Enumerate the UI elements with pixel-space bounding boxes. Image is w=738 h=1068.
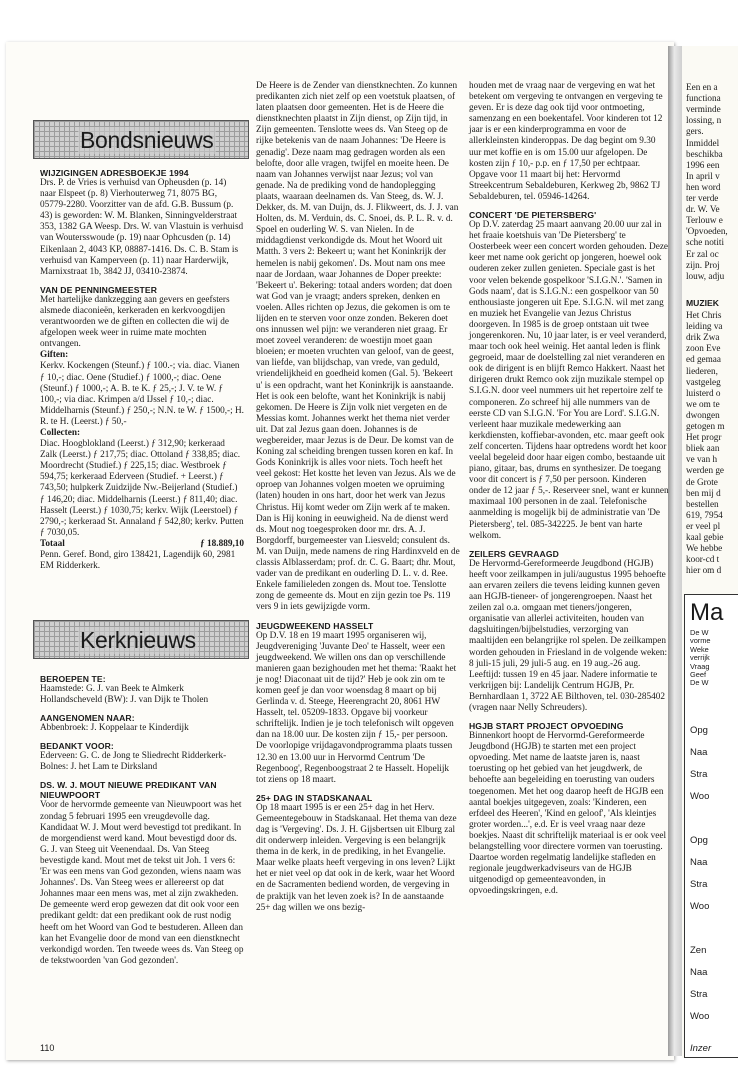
adjacent-line: gers. [686, 126, 704, 137]
collecten-label: Collecten: [40, 427, 81, 438]
adjacent-line: Terlouw e [686, 215, 723, 226]
adjacent-line: zoon Eve [686, 343, 721, 354]
coupon-subtitle-line: vorme [690, 636, 711, 646]
adjacent-line: louw, adju [686, 270, 725, 281]
adres-heading: WIJZIGINGEN ADRESBOEKJE 1994 [40, 168, 189, 178]
adjacent-line: drik Zwa [686, 332, 720, 343]
totaal-text: Penn. Geref. Bond, giro 138421, Lagendijk 60, 2981 EM Ridderkerk. [40, 550, 236, 572]
adjacent-line: er veel pl [686, 520, 721, 531]
adjacent-line: vastgeleg [686, 376, 721, 387]
coupon-field-label: Naa [690, 967, 708, 978]
adjacent-line: verminde [686, 104, 721, 115]
column-1-bottom [40, 674, 244, 967]
adjacent-line: Inmiddel [686, 137, 720, 148]
jeugdweekend-heading: JEUGDWEEKEND HASSELT [256, 620, 374, 631]
coupon-subtitle-line: verrijk [690, 653, 710, 663]
totaal-line [40, 539, 244, 550]
column-3 [469, 81, 669, 897]
adjacent-line: bestellen [686, 498, 719, 509]
adres-text: Drs. P. de Vries is verhuisd van Opheusden (p. 14) naar Elspeet (p. 8) Vierhouterweg 71, 8075 BG, 05779-2280. Voorzitter van de afd. G.B. Bussum (p. 43) is geworden: W. M. Blanken, Sinningvelderstraat 353, 1382 GA Weesp. Drs. W. van Vlastuin is verhuisd van Woutersswoude (p. 19) naar Ophcusden (p. 14) Eikenlaan 2, 4043 KP, 08887-1416. Ds. C. B. Stam is verhuisd van Kamperveen (p. 11) naar Harderwijk, Marnixstraat 1b, 3842 JJ, 03410-23874. [40, 178, 244, 277]
adjacent-line: 1996 een [686, 159, 720, 170]
totaal-value: ƒ 18.889,10 [200, 538, 244, 549]
mout-heading: DS. W. J. MOUT NIEUWE PREDIKANT VAN NIEUWPOORT [40, 780, 217, 801]
mout-text: Voor de hervormde gemeente van Nieuwpoort was het zondag 5 februari 1995 een vreugdevolle dag. Kandidaat W. J. Mout werd bevestigd tot predikant. In de morgendienst werd kand. Mout bevestigd door ds. G. J. van Steeg uit Veenendaal. Ds. Van Steeg bevestigde kand. Mout met de tekst uit Joh. 1 vers 6: 'Er was een mens van God gezonden, wiens naam was Johannes'. Ds. Van Steeg wees er allereerst op dat Johannes maar een mens was, met al zijn zwakheden. De gemeente werd erop gewezen dat dit ook voor een predikant geldt: dat een predikant ook de rust nodig heeft om het Woord van God te bestuderen. Alleen dan kan het Evangelie door de mond van een dienstknecht verkondigd worden. Ten tweede wees ds. Van Steeg op de tekstwoorden 'van God gezonden'. [40, 800, 244, 966]
adjacent-line: dr. W. Ve [686, 204, 720, 215]
stadskanaal-continued: houden met de vraag naar de vergeving en wat het betekent om vergeving te ontvangen en vergeving te geven. Er is deze dag ook tijd voor ontmoeting, samenzang en een boekentafel. Voor kinderen tot 12 jaar is er een kinderprogramma en voor de allerkleinsten kinderoppas. De dag begint om 9.30 uur met koffie en is om 15.00 uur afgelopen. De kosten zijn ƒ 10,- p.p. en ƒ 17,50 per echtpaar. Opgave voor 11 maart bij het: Hervormd Streekcentrum Sebaldeburen, Kerkweg 2b, 9862 TJ Sebaldeburen, tel. 05946-14264. [469, 81, 663, 202]
coupon-field-label: Naa [690, 747, 708, 758]
bondsnieuws-header [33, 120, 249, 159]
coupon-field-label: Woo [690, 791, 710, 802]
coupon-subtitle-line: De W [690, 678, 709, 688]
collecten-text: Diac. Hoogblokland (Leerst.) ƒ 312,90; kerkeraad Zalk (Leerst.) ƒ 217,75; diac. Ottoland ƒ 338,85; diac. Moordrecht (Studief.) ƒ 225,15; diac. Westbroek ƒ 594,75; kerkeraad Ederveen (Studief. + Leerst.) ƒ 743,50; hulpkerk Zuidzijde Nw.-Beijerland (Studief.) ƒ 146,20; diac. Middelharnis (Leerst.) ƒ 811,40; diac. Hasselt (Leerst.) ƒ 1030,75; kerkv. Wijk (Leerstoel) ƒ 2790,-; kerkeraad St. Annaland ƒ 542,80; kerkv. Putten ƒ 7030,05. [40, 439, 244, 538]
stadskanaal-heading: 25+ DAG IN STADSKANAAL [256, 792, 373, 803]
bedankt-text: Ederveen: G. C. de Jong te Sliedrecht Ridderkerk-Bolnes: J. het Lam te Dirksland [40, 751, 227, 773]
coupon-subtitle-line: Geef [690, 670, 707, 679]
aangenomen-text: Abbenbroek: J. Koppelaar te Kinderdijk [40, 723, 189, 734]
mout-continued: De Heere is de Zender van dienstknechten. Zo kunnen predikanten zich niet zelf op een voetstuk plaatsen, of laten plaatsen door gemeenten. Het is de Heere die dienstknechten plaatst in Zijn dienst, op Zijn tijd, in Zijn gemeenten. Tenslotte wees ds. Van Steeg op de rijke betekenis van de naam Johannes: 'De Heere is genadig'. Deze naam mag gedragen worden als een belofte, door alle vragen, twijfel en moeite heen. De naam van Johannes verwijst naar Jezus; vol van genade. Na de prediking vond de handoplegging plaats, waaraan deelnamen ds. Van Steeg, ds. W. J. Dekker, ds. M. van Duijn, ds. J. Flikweert, ds. J. J. van Holten, ds. M. Verduin, ds. C. Snoei, ds. P. L. R. v. d. Spoel en ouderling W. S. van Nielen. In de middagdienst verkondigde ds. Mout het Woord uit Matth. 3 vers 2: Bekeert u; want het Koninkrijk der hemelen is nabij gekomen'. Ds. Mout nam ons mee naar de Jordaan, waar Johannes de Doper preekte: 'Bekeert u'. Bekering: totaal anders worden; dat doen wat God van je vraagt; anders spreken, denken en voelen. Alles richten op Jezus, die gekomen is om te lijden en te sterven voor onze zonden. Bekeren doet ons innussen wel pijn: we veranderen niet graag. Er moet zoveel veranderen: de woestijn moet gaan bloeien; er moeten vruchten van geloof, van de geest, van liefde, van blijdschap, van vrede, van geduld, vriendelijkheid en goedheid komen (Gal. 5). 'Bekeert u' is een opdracht, want het Koninkrijk is aanstaande. Het is ook een belofte, want het Koninkrijk is nabij gekomen. De Heere is Zijn volk niet vergeten en de Messias komt. Johannes werkt het thema niet verder uit. Dat zal Jezus gaan doen. Johannes is de wegbereider, maar Jezus is de Deur. De komst van de Koning zal scheiding brengen tussen koren en kaf. In Gods Koninkrijk is alles voor niets. Toch heeft het veel gekost: Het kostte het leven van Jezus. Als we de oproep van Johannes volgen moeten we opruiming (laten) houden in ons hart, door het werk van Jezus Christus. Hij komt weder om Zijn werk af te maken. Dan is Hij koning in eeuwigheid. Na de dienst werd ds. Mout nog toegesproken door mr. drs. A. J. Borgdorff, burgemeester van Liesveld; consulent ds. M. van Duijn, mede namens de ring Hardinxveld en de classis Alblasserdam; prof. dr. C. G. Baart; dhr. Mout, vader van de predikant en ouderling D. L. v. d. Ree. Enkele familieleden zongen ds. Mout toe. Tenslotte zong de gemeente ds. Mout en zijn gezin toe Ps. 119 vers 9 in iets gewijzigde vorm. [256, 81, 460, 613]
adjacent-line: beschikba [686, 148, 723, 159]
adjacent-line: luisterd o [686, 387, 721, 398]
order-coupon [684, 594, 738, 1058]
hgjb-text: Binnenkort hoopt de Hervormd-Gereformeerde Jeugdbond (HGJB) te starten met een project opvoeding. Met name de laatste jaren is, naast toerusting op het gebied van het jeugdwerk, de behoefte aan begeleiding en toerusting van ouders toegenomen. Met het oog daarop heeft de HGJB een aantal boekjes uitgegeven, zoals: 'Kinderen, een erfdeel des Heeren', 'Kind en geloof', 'Als kleintjes groter worden...', e.d. Er is veel vraag naar deze boekjes. Naast dit schriftelijk materiaal is er ook veel belangstelling voor directere vormen van toerusting. Daartoe worden regelmatig landelijke stafleden en regionale jeugdwerkadviseurs van de HGJB uitgenodigd op gemeenteavonden, in opvoedingskringen, e.d. [469, 731, 667, 897]
adjacent-line: ed gemaa [686, 354, 721, 365]
coupon-field-label: Opg [690, 725, 708, 736]
adjacent-muziek-heading: MUZIEK [686, 298, 719, 308]
coupon-field-label: Inzer [690, 1043, 712, 1054]
adjacent-line: liederen, [686, 365, 718, 376]
adjacent-line: 'Opvoeden, [686, 226, 728, 237]
adjacent-line: getogen m [686, 421, 725, 431]
adjacent-line: Het Chris [686, 310, 722, 320]
adjacent-line: functiona [686, 93, 721, 104]
coupon-title: Ma [690, 599, 724, 626]
adjacent-line: werden ge [686, 465, 725, 476]
penning-heading: VAN DE PENNINGMEESTER [40, 284, 158, 295]
adjacent-line: ve van h [686, 454, 718, 465]
jeugdweekend-text: Op D.V. 18 en 19 maart 1995 organiseren wij, Jeugdvereniging 'Juvante Deo' te Hasselt, weer een jeugdweekend. We willen ons dan op verschillende manieren gaan bezighouden met het thema: 'Raakt het je nog! Diaconaat uit de tijd?' Heb je ook zin om te komen geef je dan voor woensdag 8 maart op bij Gerlinda v. d. Steege, Heerengracht 20, 8061 HW Hasselt, tel. 05209-1833. Opgave bij voorkeur schriftelijk. Indien je je toch telefonisch wilt opgeven dan na 18.00 uur. De kosten zijn ƒ 15,- per persoon. De voorlopige vrijdagavondprogramma plaats tussen 12.30 en 13.00 uur in Hervormd Centrum 'De Regenboog', Regenboogstraat 2 te Hasselt. Hopelijk tot ziens op 18 maart. [256, 630, 457, 785]
kerknieuws-header [33, 620, 249, 659]
adjacent-line: ter verde [686, 193, 719, 203]
bedankt-heading: BEDANKT VOOR: [40, 741, 114, 752]
page-spine [668, 46, 682, 1056]
adjacent-line: Het progr [686, 432, 722, 443]
zeilers-text: De Hervormd-Gereformeerde Jeugdbond (HGJB) heeft voor zeilkampen in juli/augustus 1995 behoefte aan ervaren zeilers die tevens leiding kunnen geven aan HGJB-tieneer- of jongerengroepen. Naast het zeilen zal o.a. omgaan met tieners/jongeren, organisatie van allerlei activiteiten, houden van dagsluitingen/bijbelstudies, verzorging van maaltijden een belangrijke rol spelen. De zeilkampen worden gehouden in Friesland in de volgende weken: 8 juli-15 juli, 29 juli-5 aug. en 19 aug.-26 aug. Leeftijd: tussen 19 en 45 jaar. Nadere informatie te verkrijgen bij: Landelijk Centrum HGJB, Pr. Bernhardlaan 1, 3722 AE Bilthoven, tel. 030-285402 (vragen naar Nelly Schreuders). [469, 558, 668, 713]
concert-text: Op D.V. zaterdag 25 maart aanvang 20.00 uur zal in het fraaie koetshuis van 'De Pietersberg' te Oosterbeek weer een concert worden gehouden. Deze keer met name ook gericht op jongeren, hoewel ook ouderen zeker zullen genieten. Speciale gast is het voor velen bekende gospelkoor 'S.I.G.N.'. 'Samen in Gods naam', dat is S.I.G.N.: een gospelkoor van 50 enthousiaste jongeren uit Epe. S.I.G.N. wil met zang en muziek het Evangelie van Jezus Christus doorgeven. In 1985 is de groep ontstaan uit twee jongerenkoren. Nu, 10 jaar later, is er veel veranderd, maar toch ook heel weinig. Het aantal leden is flink gegroeid, maar de doelstelling zal niet veranderen en ook de dirigent is en blijft Remco Hakkert. Naast het dirigeren drukt Remco ook zijn muzikale stempel op S.I.G.N. door veel nummers uit het repertoire zelf te componeren. Zo schreef hij alle nummers van de eerste CD van S.I.G.N. 'For You are Lord'. S.I.G.N. verleent haar muzikale medewerking aan kerkdiensten, koffiebar-avonden, etc. maar geeft ook zelf concerten. Tijdens haar optredens wordt het koor veelal begeleid door haar eigen combo, bestaande uit piano, gitaar, bas, drums en synthesizer. De toegang voor dit concert is ƒ 7,50 per persoon. Kinderen onder de 12 jaar ƒ 5,-. Reserveer snel, want er kunnen maximaal 100 personen in de zaal. Telefonische aanmelding is mogelijk bij de administratie van 'De Pietersberg', tel. 085-342225. Je bent van harte welkom. [469, 220, 669, 541]
coupon-subtitle-line: Vraag [690, 661, 710, 671]
adjacent-line: ben mij d [686, 487, 721, 498]
adjacent-line: we om te [686, 398, 720, 409]
coupon-subtitle-line: De W [690, 628, 709, 637]
page-number: 110 [40, 1043, 55, 1053]
adjacent-line: zijn. Proj [686, 259, 720, 270]
adjacent-line: hen word [686, 181, 721, 192]
totaal-label: Totaal [40, 538, 65, 549]
concert-heading: CONCERT 'DE PIETERSBERG' [469, 210, 597, 221]
coupon-field-label: Stra [690, 879, 708, 890]
coupon-field-label: Woo [690, 901, 710, 912]
kerknieuws-title: Kerknieuws [80, 627, 196, 653]
coupon-field-label: Stra [690, 769, 708, 780]
adjacent-line: dwongen [686, 409, 720, 420]
giften-text: Kerkv. Kockengen (Steunf.) ƒ 100.-; via. diac. Vianen ƒ 10,-; diac. Oene (Studief.) ƒ 1000,-; diac. Oene (Steunf.) ƒ 1000,-; A. B. te K. ƒ 25,-; J. V. te W. ƒ 100,-; via diac. Krimpen a/d IJssel ƒ 10,-; diac. Middelharnis (Steunf.) ƒ 250,-; N.N. te W. ƒ 1500,-; H. R. te H. (Leerst.) ƒ 50,- [40, 361, 244, 427]
adjacent-line: koor-cd t [686, 554, 720, 565]
hgjb-heading: HGJB START PROJECT OPVOEDING [469, 721, 624, 732]
coupon-field-label: Opg [690, 835, 708, 846]
bondsnieuws-title: Bondsnieuws [80, 127, 214, 153]
adjacent-line: lossing, n [686, 115, 722, 126]
beroepen-heading: BEROEPEN TE: [40, 674, 106, 684]
column-2 [256, 81, 460, 914]
coupon-subtitle-line: Weke [690, 644, 709, 654]
coupon-field-label: Woo [690, 1011, 710, 1022]
coupon-field-label: Stra [690, 989, 708, 1000]
aangenomen-heading: AANGENOMEN NAAR: [40, 713, 135, 724]
column-1-top [40, 168, 244, 572]
stadskanaal-text: Op 18 maart 1995 is er een 25+ dag in het Herv. Gemeentegebouw in Stadskanaal. Het thema van deze dag is 'Vergeving'. Ds. J. H. Gijsbertsen uit Elburg zal dit onderwerp inleiden. Vergeving is een belangrijk thema in de kerk, in de prediking, in het Evangelie. Maar welke plaats heeft vergeving in ons leven? Lijkt het er niet veel op dat ook in de kerk, waar het Woord en de Sacramenten bediend worden, de vergeving in de praktijk van het leven zoek is? In de aanstaande 25+ dag willen we ons bezig- [256, 802, 457, 913]
coupon-field-label: Naa [690, 857, 708, 868]
coupon-field-label: Zen [690, 945, 707, 956]
penning-text: Met hartelijke dankzegging aan gevers en geefsters alsmede diaconieën, kerkeraden en kerkvoogdijen verantwoorden we de giften en collecten die wij de afgelopen week weer in ruime mate mochten ontvangen. [40, 294, 230, 350]
adjacent-line: leiding va [686, 321, 723, 332]
adjacent-line: kaal gebie [686, 532, 724, 542]
adjacent-page [682, 46, 738, 1058]
adjacent-line: Een en a [686, 82, 718, 92]
adjacent-line: de Grote [686, 476, 718, 487]
zeilers-heading: ZEILERS GEVRAAGD [469, 548, 559, 559]
adjacent-line: We hebbe [686, 543, 723, 554]
adjacent-line: bliek aan [686, 443, 720, 454]
adjacent-line: Er zal oc [686, 248, 719, 259]
beroepen-text: Haamstede: G. J. van Beek te Almkerk Hollandscheveld (BW): J. van Dijk te Tholen [40, 684, 209, 706]
adjacent-line: sche notiti [686, 237, 725, 248]
giften-label: Giften: [40, 350, 69, 361]
adjacent-line: 619, 7954 [686, 509, 723, 520]
adjacent-line: hier om d [686, 565, 722, 576]
adjacent-line: In april v [686, 170, 720, 181]
